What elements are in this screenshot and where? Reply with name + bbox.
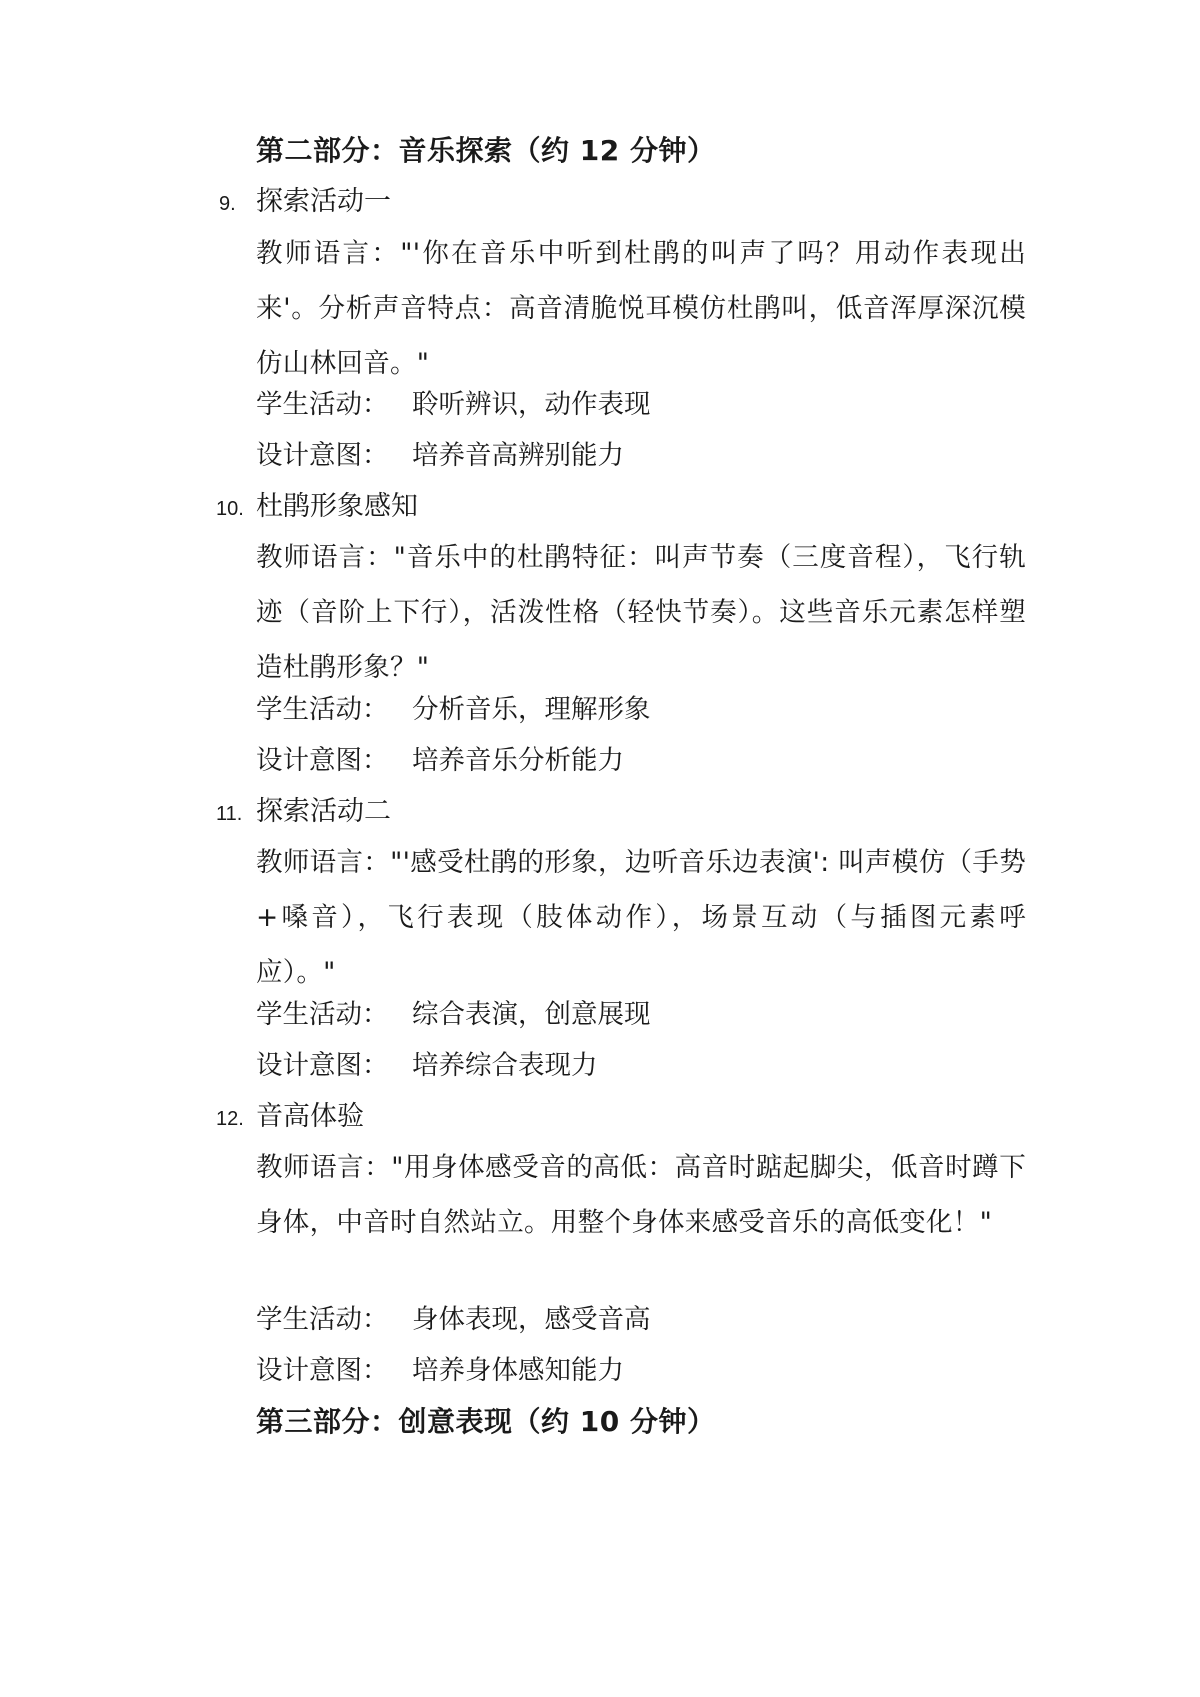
intent-text: 培养音高辨别能力 [412,440,624,471]
student-label: 学生活动： [256,999,389,1030]
teacher-text: "用身体感受音的高低：高音时踮起脚尖，低音时蹲下身体，中音时自然站立。用整个身体来感受音乐的高低变化！" [256,1152,1027,1238]
student-label: 学生活动： [256,694,389,725]
section-heading-part3: 第三部分：创意表现（约 10 分钟） [256,1405,716,1438]
design-intent-line [256,741,624,781]
item-title: 音高体验 [256,1101,364,1132]
item-title: 杜鹃形象感知 [256,491,418,522]
teacher-language-paragraph [256,226,1026,391]
section-heading-part2: 第二部分：音乐探索（约 12 分钟） [256,134,716,167]
teacher-label: 教师语言： [256,542,394,573]
student-activity-line [256,995,651,1035]
teacher-text: "'你在音乐中听到杜鹃的叫声了吗？用动作表现出来'。分析声音特点：高音清脆悦耳模仿杜鹃叫，低音浑厚深沉模仿山林回音。" [256,238,1027,379]
teacher-language-paragraph [256,530,1026,695]
student-label: 学生活动： [256,389,389,420]
student-text: 综合表演，创意展现 [412,999,651,1030]
teacher-language-paragraph [256,1140,1026,1250]
intent-text: 培养音乐分析能力 [412,745,624,776]
teacher-text: "'感受杜鹃的形象，边听音乐边表演': 叫声模仿（手势+嗓音），飞行表现（肢体动作），场景互动（与插图元素呼应）。" [256,847,1026,988]
teacher-language-paragraph [256,835,1026,1000]
intent-label: 设计意图： [256,745,389,776]
student-activity-line [256,1300,651,1340]
student-label: 学生活动： [256,1304,389,1335]
teacher-label: 教师语言： [256,1152,392,1183]
item-number: 11. [216,803,243,825]
student-text: 聆听辨识，动作表现 [412,389,651,420]
item-number: 9. [219,193,236,215]
intent-text: 培养综合表现力 [412,1050,598,1081]
item-heading [219,182,391,224]
item-title: 探索活动二 [256,796,391,827]
teacher-label: 教师语言： [256,847,391,878]
item-number: 12. [216,1108,244,1130]
student-activity-line [256,690,651,730]
design-intent-line [256,1046,598,1086]
item-heading [216,792,391,834]
student-activity-line [256,385,651,425]
intent-text: 培养身体感知能力 [412,1355,624,1386]
intent-label: 设计意图： [256,440,389,471]
item-heading [216,487,418,529]
intent-label: 设计意图： [256,1050,389,1081]
teacher-label: 教师语言： [256,238,401,269]
item-number: 10. [216,498,244,520]
design-intent-line [256,436,624,476]
student-text: 分析音乐，理解形象 [412,694,651,725]
item-title: 探索活动一 [256,186,391,217]
teacher-text: "音乐中的杜鹃特征：叫声节奏（三度音程），飞行轨迹（音阶上下行），活泼性格（轻快节奏）。这些音乐元素怎样塑造杜鹃形象？" [256,542,1027,683]
item-heading [216,1097,364,1139]
intent-label: 设计意图： [256,1355,389,1386]
design-intent-line [256,1351,624,1391]
student-text: 身体表现，感受音高 [412,1304,651,1335]
